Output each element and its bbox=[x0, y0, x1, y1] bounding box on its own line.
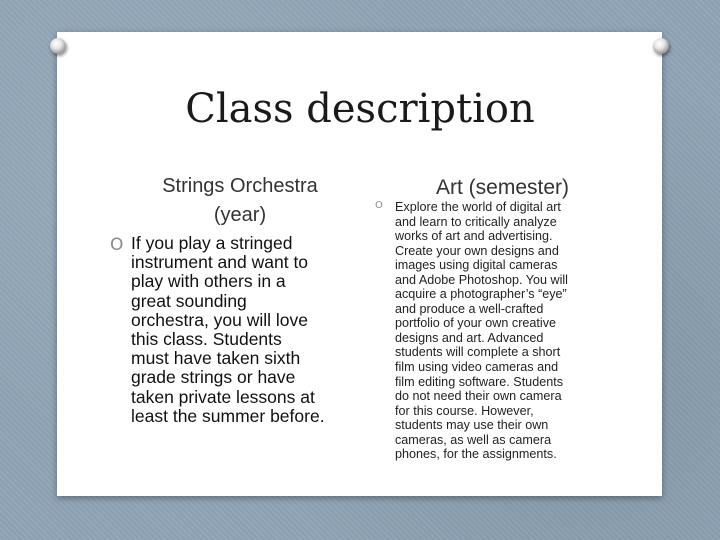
text-line: grade strings or have bbox=[131, 367, 296, 388]
text-line: this class. Students bbox=[131, 329, 282, 350]
text-line: and produce a well-crafted bbox=[395, 301, 544, 316]
heading-line: Strings Orchestra bbox=[162, 175, 318, 197]
text-line: film using video cameras and bbox=[395, 360, 559, 375]
text-line: must have taken sixth bbox=[131, 348, 301, 369]
text-line: film editing software. Students bbox=[395, 374, 563, 389]
bullet-icon: O bbox=[375, 200, 383, 211]
pushpin-icon bbox=[50, 38, 66, 54]
text-line: portfolio of your own creative bbox=[395, 316, 557, 331]
art-semester-heading: Art (semester) bbox=[435, 176, 569, 199]
bullet-icon: O bbox=[110, 235, 124, 255]
text-line: cameras, as well as camera bbox=[395, 432, 552, 447]
text-line: students may use their own bbox=[395, 418, 549, 433]
text-line: do not need their own camera bbox=[395, 389, 562, 404]
art-description bbox=[395, 200, 617, 462]
text-line: great sounding bbox=[131, 290, 247, 311]
text-line: taken private lessons at bbox=[131, 386, 315, 407]
text-line: and Adobe Photoshop. You will bbox=[395, 272, 568, 287]
text-line: students will complete a short bbox=[395, 345, 561, 360]
text-line: phones, for the assignments. bbox=[395, 447, 557, 462]
text-line: images using digital cameras bbox=[395, 258, 558, 273]
text-line: works of art and advertising. bbox=[395, 229, 553, 244]
text-line: least the summer before. bbox=[131, 405, 325, 426]
slide-title: Class description bbox=[185, 86, 535, 132]
text-line: If you play a stringed bbox=[131, 233, 293, 253]
text-line: and learn to critically analyze bbox=[395, 214, 557, 229]
text-line: designs and art. Advanced bbox=[395, 330, 544, 345]
text-line: acquire a photographer’s “eye” bbox=[395, 287, 567, 302]
strings-orchestra-heading bbox=[125, 172, 355, 230]
strings-orchestra-description bbox=[131, 234, 359, 426]
text-line: Create your own designs and bbox=[395, 243, 559, 258]
text-line: instrument and want to bbox=[131, 252, 309, 273]
text-line: Explore the world of digital art bbox=[395, 200, 561, 214]
heading-line: (year) bbox=[213, 204, 267, 226]
pushpin-icon bbox=[653, 38, 669, 54]
text-line: orchestra, you will love bbox=[131, 309, 309, 330]
text-line: play with others in a bbox=[131, 271, 286, 292]
text-line: for this course. However, bbox=[395, 403, 534, 418]
